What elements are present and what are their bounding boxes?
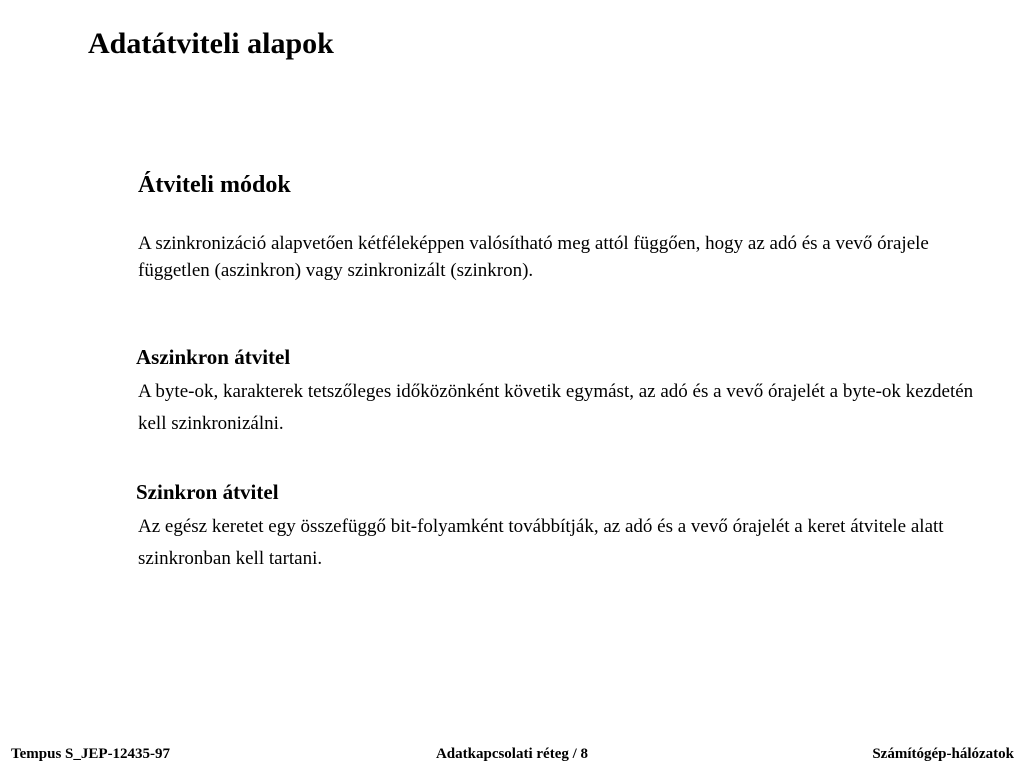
slide-footer	[0, 740, 1024, 768]
slide-title: Adatátviteli alapok	[88, 27, 334, 60]
footer-course-name: Számítógép-hálózatok	[872, 746, 1014, 762]
footer-chapter-page: Adatkapcsolati réteg / 8	[435, 746, 589, 762]
transmission-modes-text: A szinkronizáció alapvetően kétféleképpen valósítható meg attól függően, hogy az adó és a vevő órajele független (aszinkron) vagy szinkronizált (szinkron).	[138, 233, 929, 281]
async-transmission-text: A byte-ok, karakterek tetszőleges időközönként követik egymást, az adó és a vevő órajelét a byte-ok kezdetén kell szinkronizálni.	[138, 381, 974, 434]
section-heading-async-transmission: Aszinkron átvitel	[136, 345, 291, 369]
section-heading-sync-transmission: Szinkron átvitel	[136, 480, 279, 504]
sync-transmission-text: Az egész keretet egy összefüggő bit-folyamként továbbítják, az adó és a vevő órajelét a keret átvitele alatt szinkronban kell tartani.	[138, 516, 944, 569]
footer-project-code: Tempus S_JEP-12435-97	[11, 746, 171, 762]
section-heading-transmission-modes: Átviteli módok	[138, 172, 291, 198]
